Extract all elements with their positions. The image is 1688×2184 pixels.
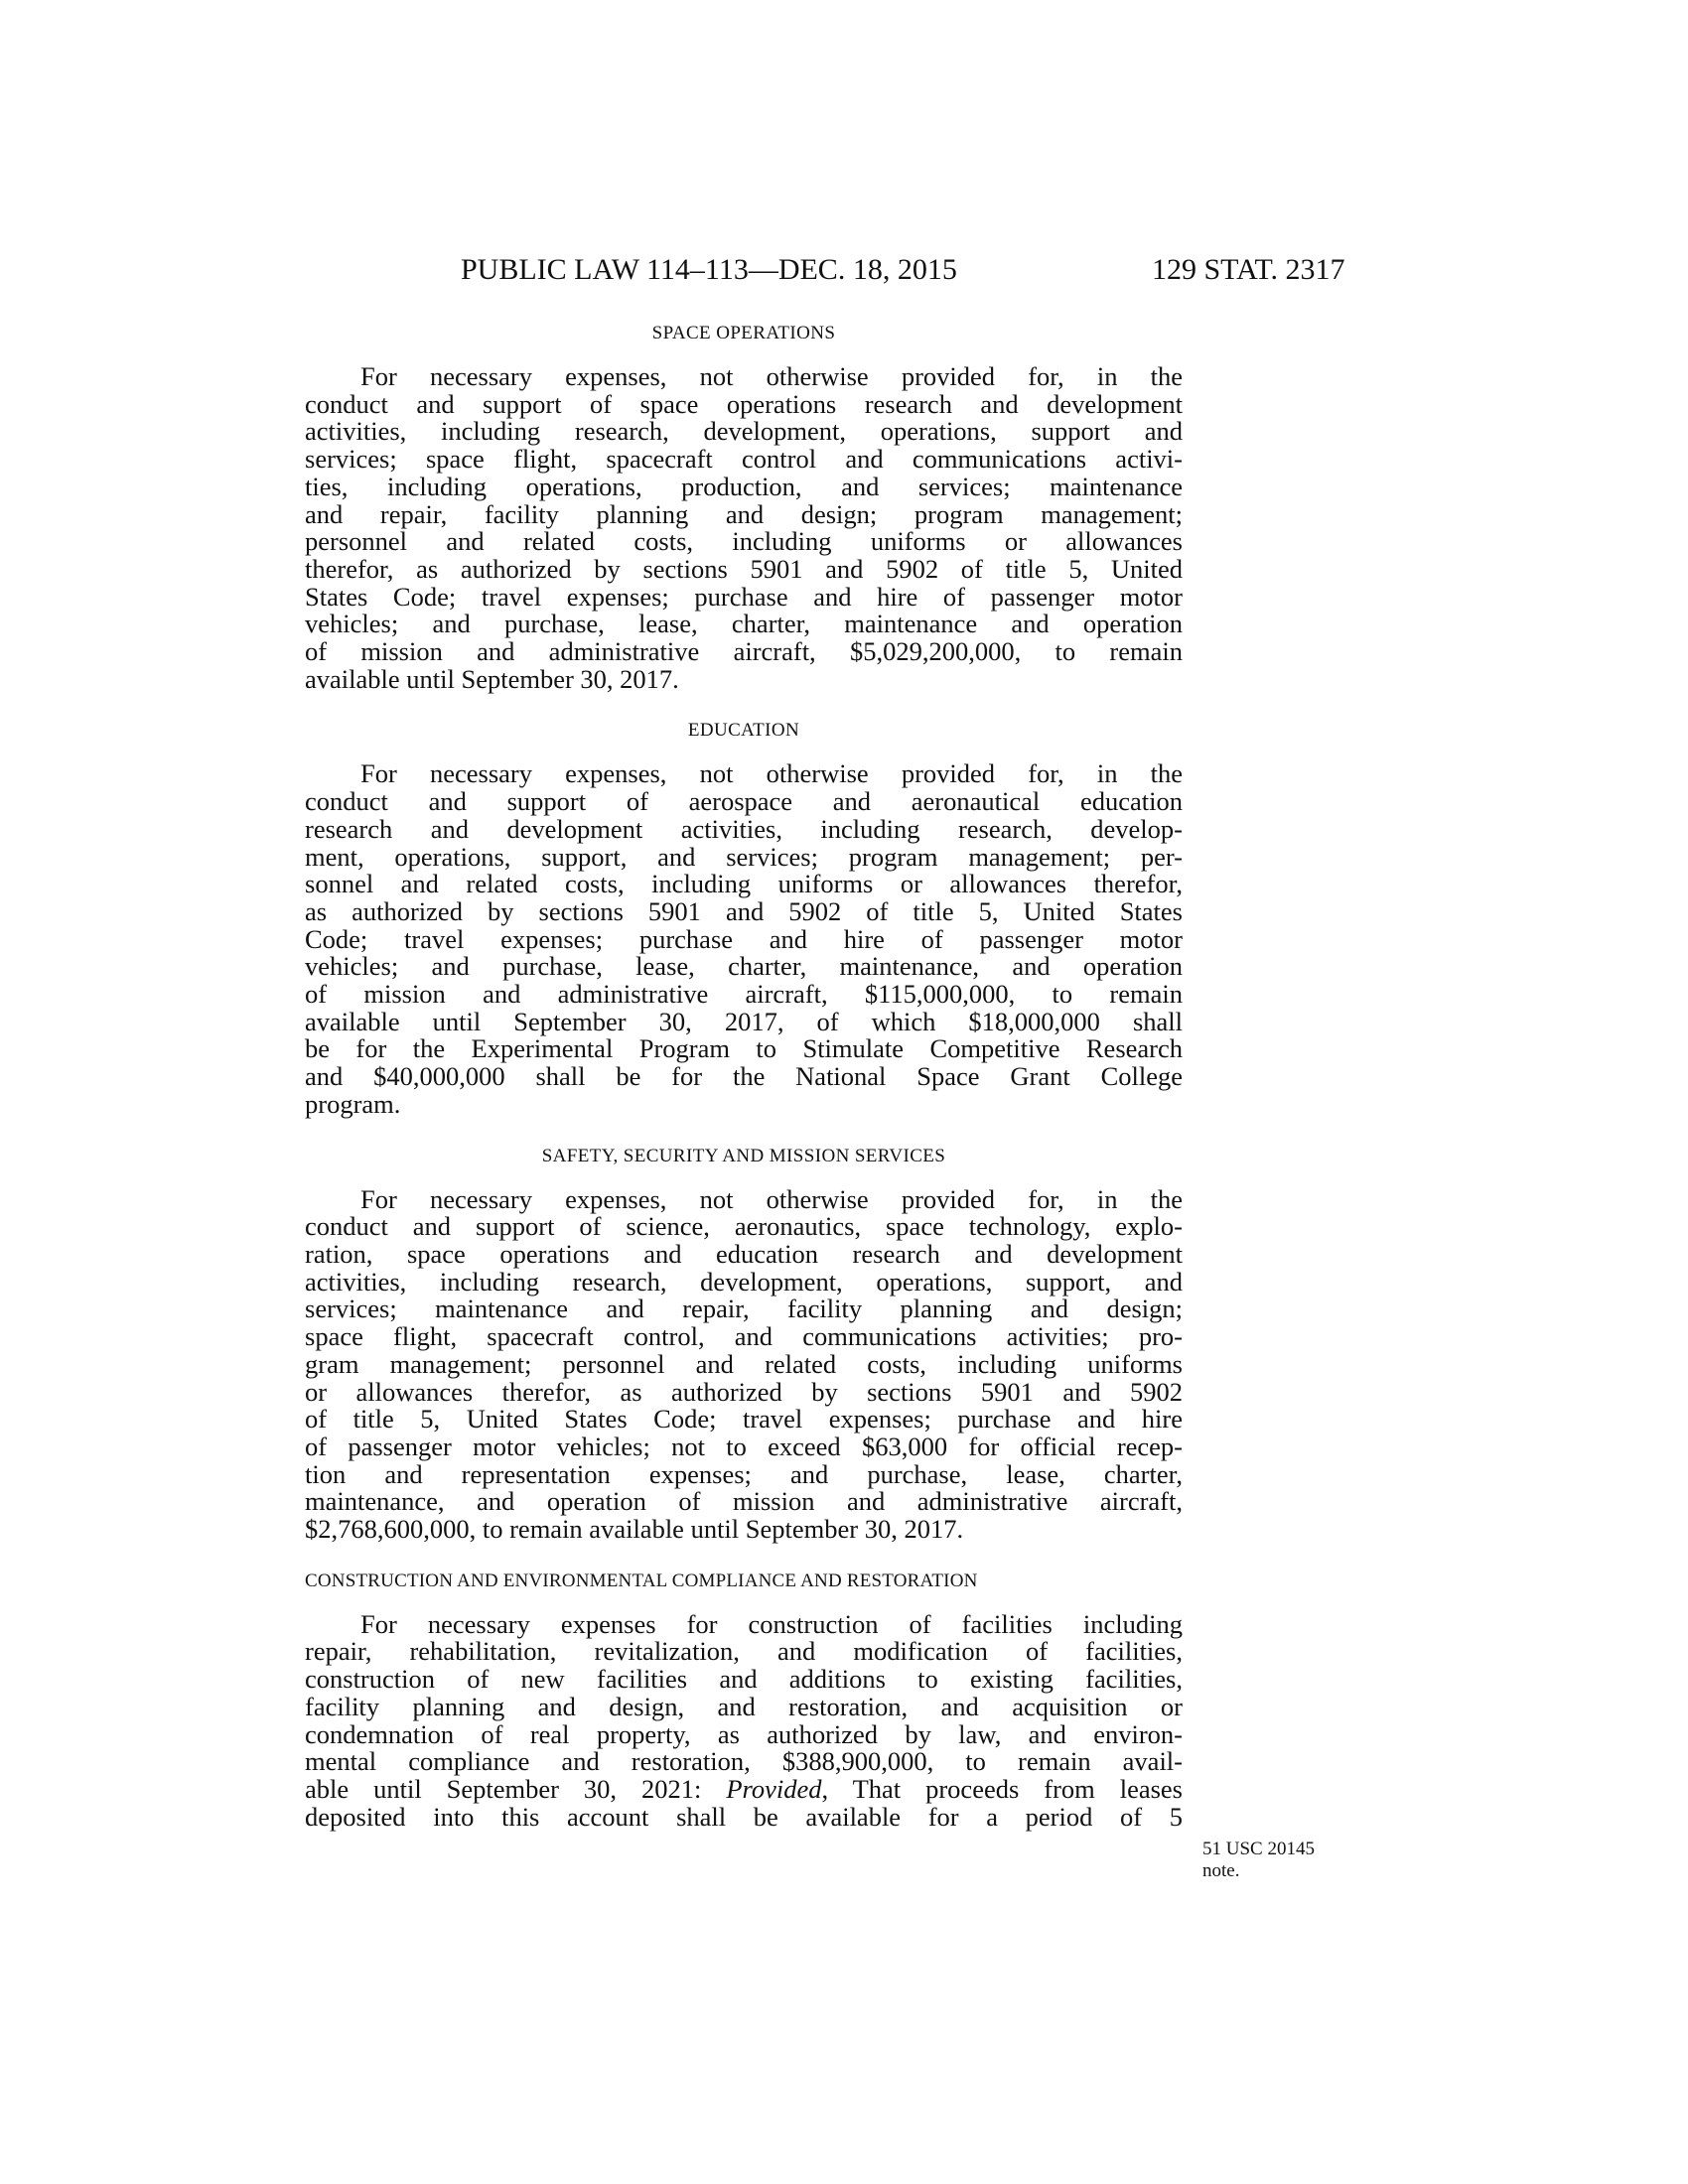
paragraph-line: facility planning and design, and restoration, and acquisition or [305, 1691, 1183, 1721]
paragraph-line: research and development activities, including research, develop- [305, 813, 1183, 844]
paragraph-line: vehicles; and purchase, lease, charter, maintenance and operation [305, 609, 1183, 639]
paragraph-line: services; space flight, spacecraft control and communications activi- [305, 444, 1183, 475]
paragraph-line: available until September 30, 2017, of which $18,000,000 shall [305, 1006, 1183, 1036]
provided-italic: Provided [726, 1773, 822, 1804]
paragraph-line: $2,768,600,000, to remain available until September 30, 2017. [305, 1514, 964, 1545]
paragraph-line: and repair, facility planning and design; program management; [305, 498, 1183, 529]
paragraph-line: For necessary expenses, not otherwise provided for, in the [360, 361, 1183, 391]
section-2 [305, 1143, 1183, 1544]
paragraph-line: space flight, spacecraft control, and communications activities; pro- [305, 1321, 1183, 1352]
paragraph-line: activities, including research, development, operations, support, and [305, 1266, 1183, 1297]
section-paragraph [305, 1183, 1183, 1545]
page-header [0, 250, 1688, 290]
paragraph-line: vehicles; and purchase, lease, charter, maintenance, and operation [305, 951, 1183, 982]
document-body [305, 320, 1183, 1854]
paragraph-line: activities, including research, development, operations, support and [305, 416, 1183, 447]
paragraph-line: available until September 30, 2017. [305, 663, 679, 694]
section-3 [305, 1568, 1183, 1832]
paragraph-line: be for the Experimental Program to Stimulate Competitive Research [305, 1033, 1183, 1064]
paragraph-line: of mission and administrative aircraft, $115,000,000, to remain [305, 979, 1183, 1010]
paragraph-line: program. [305, 1088, 401, 1119]
paragraph-line: personnel and related costs, including uniforms or allowances [305, 526, 1183, 557]
paragraph-line: construction of new facilities and additions to existing facilities, [305, 1664, 1183, 1695]
paragraph-line: For necessary expenses for construction of facilities including [360, 1608, 1183, 1639]
paragraph-line: For necessary expenses, not otherwise provided for, in the [360, 758, 1183, 789]
section-heading: SPACE OPERATIONS [651, 323, 836, 343]
paragraph-line: Code; travel expenses; purchase and hire of passenger motor [305, 923, 1183, 954]
section-heading: EDUCATION [687, 720, 800, 742]
section-paragraph [305, 363, 1183, 693]
provided-after: , That proceeds from leases [821, 1773, 1183, 1804]
paragraph-line: of mission and administrative aircraft, $5,029,200,000, to remain [305, 636, 1183, 667]
paragraph-line: of passenger motor vehicles; not to exceed $63,000 for official recep- [305, 1431, 1183, 1461]
section-1 [305, 717, 1183, 1118]
paragraph-line: condemnation of real property, as authorized by law, and environ- [305, 1718, 1183, 1749]
paragraph-line: conduct and support of space operations research and development [305, 388, 1183, 419]
paragraph-line: conduct and support of science, aeronautics, space technology, explo- [305, 1211, 1183, 1242]
section-heading: CONSTRUCTION AND ENVIRONMENTAL COMPLIANCE AND RESTORATION [305, 1570, 978, 1591]
paragraph-line: ration, space operations and education research and development [305, 1238, 1183, 1269]
paragraph-line: services; maintenance and repair, facility planning and design; [305, 1294, 1183, 1324]
margin-note-suffix: note. [1202, 1860, 1240, 1881]
paragraph-line: For necessary expenses, not otherwise provided for, in the [360, 1183, 1183, 1214]
paragraph-line: ties, including operations, production, and services; maintenance [305, 471, 1183, 501]
paragraph-line-provided [305, 1773, 1183, 1804]
paragraph-line: mental compliance and restoration, $388,900,000, to remain avail- [305, 1746, 1183, 1777]
running-head-title: PUBLIC LAW 114–113—DEC. 18, 2015 [461, 253, 957, 286]
paragraph-line: and $40,000,000 shall be for the National Space Grant College [305, 1061, 1183, 1092]
section-0 [305, 320, 1183, 693]
provided-before: able until September 30, 2021: [305, 1773, 727, 1804]
margin-note-citation: 51 USC 20145 [1202, 1839, 1315, 1859]
paragraph-line: ment, operations, support, and services; program management; per- [305, 841, 1183, 872]
paragraph-line: as authorized by sections 5901 and 5902 of title 5, United States [305, 895, 1183, 926]
paragraph-line: States Code; travel expenses; purchase and hire of passenger motor [305, 581, 1183, 612]
paragraph-line: tion and representation expenses; and purchase, lease, charter, [305, 1458, 1183, 1489]
section-paragraph [305, 1608, 1183, 1832]
paragraph-line: therefor, as authorized by sections 5901 and 5902 of title 5, United [305, 553, 1183, 584]
statute-page-number: 129 STAT. 2317 [1152, 253, 1345, 286]
paragraph-line-final: deposited into this account shall be available for a period of 5 [305, 1801, 1183, 1832]
margin-note [1202, 1839, 1315, 1882]
section-paragraph [305, 760, 1183, 1118]
paragraph-line: maintenance, and operation of mission and administrative aircraft, [305, 1486, 1183, 1517]
paragraph-line: repair, rehabilitation, revitalization, and modification of facilities, [305, 1636, 1183, 1667]
paragraph-line: or allowances therefor, as authorized by sections 5901 and 5902 [305, 1376, 1183, 1407]
paragraph-line: of title 5, United States Code; travel expenses; purchase and hire [305, 1404, 1183, 1434]
paragraph-line: gram management; personnel and related costs, including uniforms [305, 1348, 1183, 1379]
paragraph-line: conduct and support of aerospace and aeronautical education [305, 786, 1183, 817]
section-heading: SAFETY, SECURITY AND MISSION SERVICES [541, 1145, 946, 1166]
paragraph-line: sonnel and related costs, including uniforms or allowances therefor, [305, 869, 1183, 899]
